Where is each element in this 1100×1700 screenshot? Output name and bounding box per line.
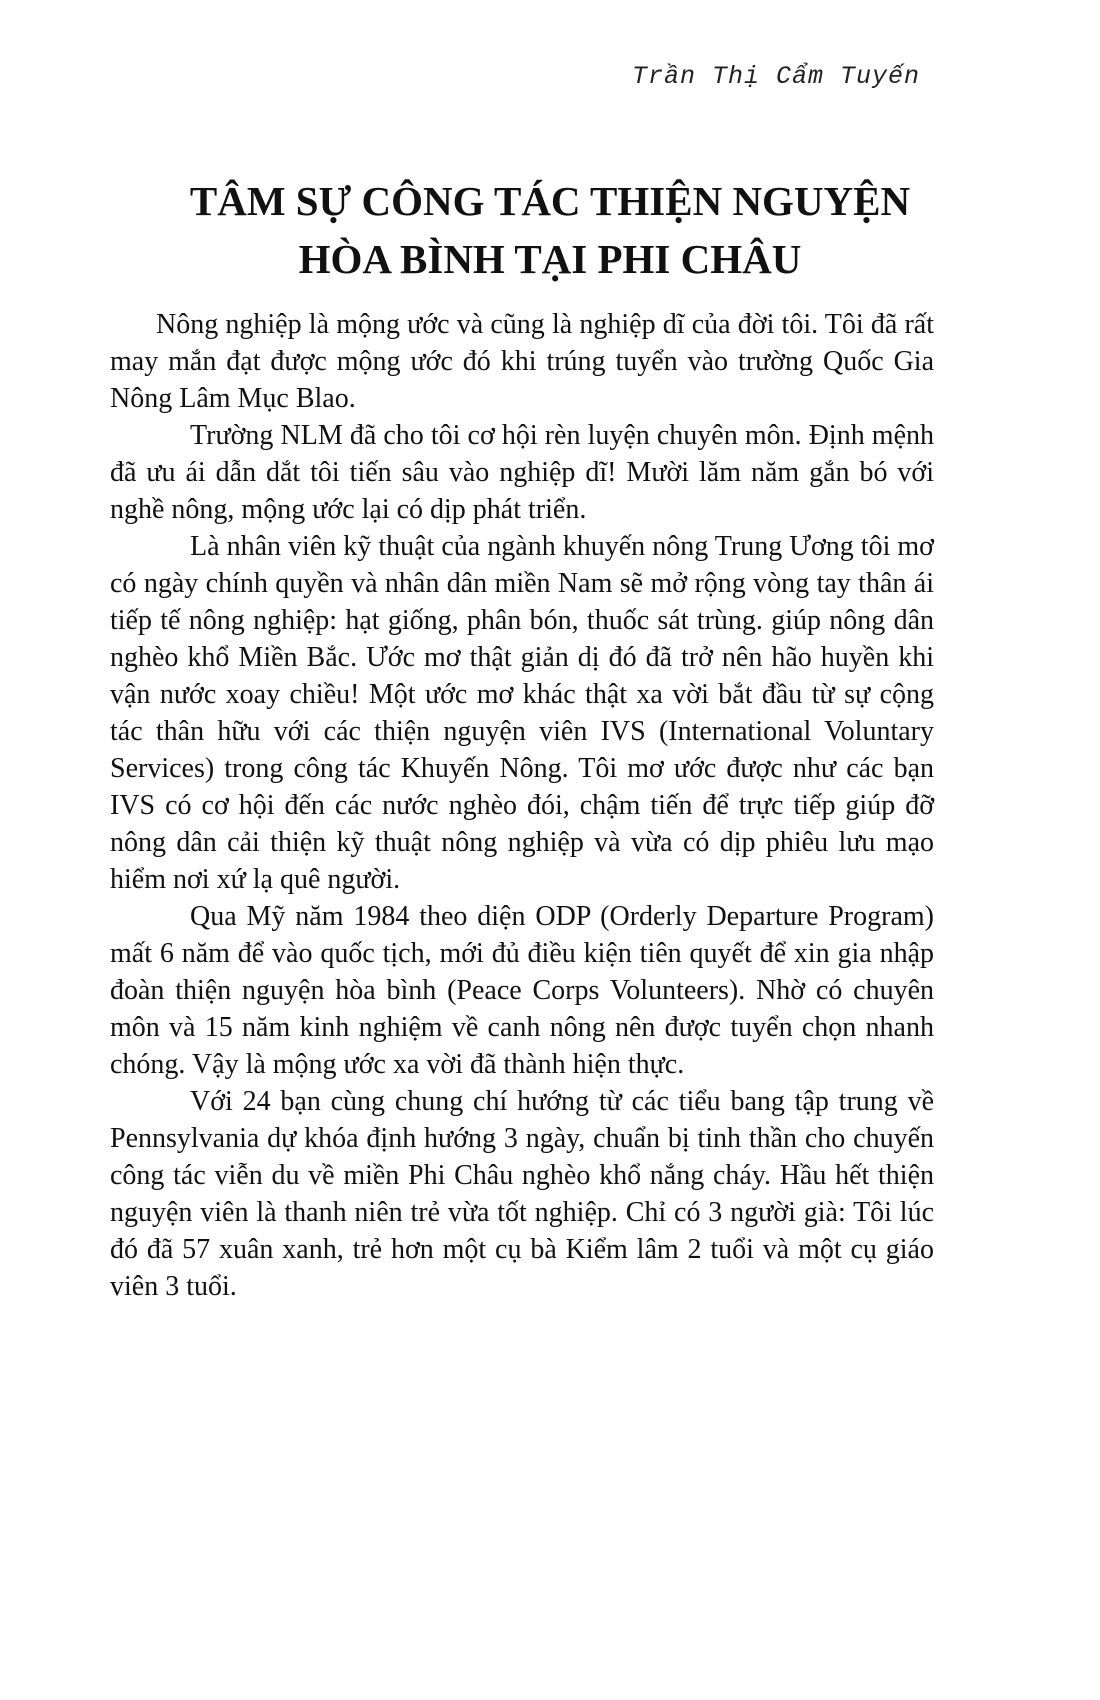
article-title-line-2: HÒA BÌNH TẠI PHI CHÂU [298,236,802,282]
article-title-line-1: TÂM SỰ CÔNG TÁC THIỆN NGUYỆN [189,178,911,224]
paragraph-4: Qua Mỹ năm 1984 theo diện ODP (Orderly Departure Program) mất 6 năm để vào quốc tịch, mới đủ điều kiện tiên quyết để xin gia nhập đoàn thiện nguyện hòa bình (Peace Corps Volunteers). Nhờ có chuyên môn và 15 năm kinh nghiệm về canh nông nên được tuyển chọn nhanh chóng. Vậy là mộng ước xa vời đã thành hiện thực. [110,901,934,1080]
article-title [110,172,990,288]
article-body [110,306,934,1305]
paragraph-2: Trường NLM đã cho tôi cơ hội rèn luyện chuyên môn. Định mệnh đã ưu ái dẫn dắt tôi tiến sâu vào nghiệp dĩ! Mười lăm năm gắn bó với nghề nông, mộng ước lại có dịp phát triển. [110,420,934,525]
paragraph-5: Với 24 bạn cùng chung chí hướng từ các tiểu bang tập trung về Pennsylvania dự khóa định hướng 3 ngày, chuẩn bị tinh thần cho chuyến công tác viễn du về miền Phi Châu nghèo khổ nắng cháy. Hầu hết thiện nguyện viên là thanh niên trẻ vừa tốt nghiệp. Chỉ có 3 người già: Tôi lúc đó đã 57 xuân xanh, trẻ hơn một cụ bà Kiểm lâm 2 tuổi và một cụ giáo viên 3 tuổi. [110,1086,934,1302]
paragraph-1: Nông nghiệp là mộng ước và cũng là nghiệp dĩ của đời tôi. Tôi đã rất may mắn đạt được mộng ước đó khi trúng tuyển vào trường Quốc Gia Nông Lâm Mục Blao. [110,309,934,414]
paragraph-3: Là nhân viên kỹ thuật của ngành khuyến nông Trung Ương tôi mơ có ngày chính quyền và nhân dân miền Nam sẽ mở rộng vòng tay thân ái tiếp tế nông nghiệp: hạt giống, phân bón, thuốc sát trùng. giúp nông dân nghèo khổ Miền Bắc. Ước mơ thật giản dị đó đã trở nên hão huyền khi vận nước xoay chiều! Một ước mơ khác thật xa vời bắt đầu từ sự cộng tác thân hữu với các thiện nguyện viên IVS (International Voluntary Services) trong công tác Khuyến Nông. Tôi mơ ước được như các bạn IVS có cơ hội đến các nước nghèo đói, chậm tiến để trực tiếp giúp đỡ nông dân cải thiện kỹ thuật nông nghiệp và vừa có dịp phiêu lưu mạo hiểm nơi xứ lạ quê người. [110,531,934,895]
running-header-author: Trần Thị Cẩm Tuyến [631,62,920,91]
